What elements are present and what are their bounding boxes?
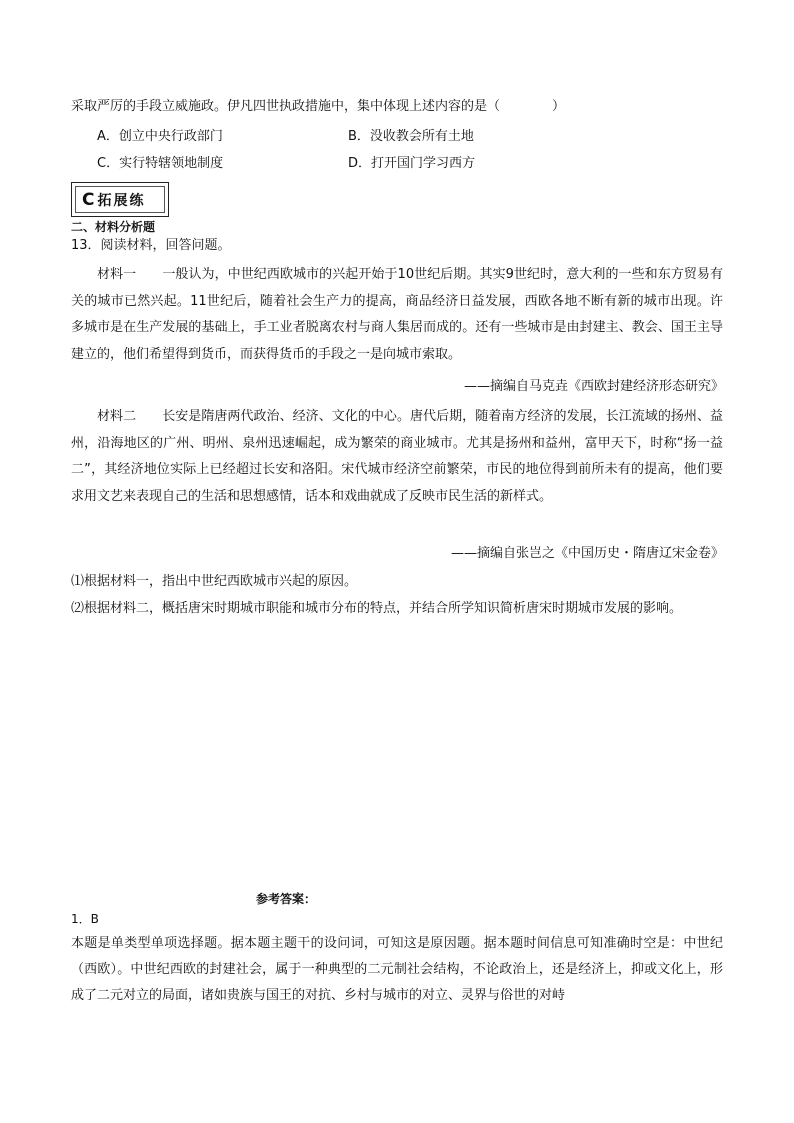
option-letter: B．	[348, 129, 370, 144]
answer-explanation: 本题是单类型单项选择题。据本题主题干的设问词，可知这是原因题。据本题时间信息可知准确时空是：中世纪（西欧）。中世纪西欧的封建社会，属于一种典型的二元制社会结构，不论政治上，还是经济上，抑或文化上，形成了二元对立的局面，诸如贵族与国王的对抗、乡村与城市的对立、灵界与俗世的对峙	[71, 936, 723, 1003]
material-one-source: ——摘编自马克垚《西欧封建经济形态研究》	[463, 379, 724, 394]
material-two-paragraph: 材料二 长安是隋唐两代政治、经济、文化的中心。唐代后期，随着南方经济的发展，长江流域的扬州、益州，沿海地区的广州、明州、泉州迅速崛起，成为繁荣的商业城市。尤其是扬州和益州，富甲天下，时称“扬一益二”，其经济地位实际上已经超过长安和洛阳。宋代城市经济空前繁荣，市民的地位得到前所未有的提高，他们要求用文艺来表现自己的生活和思想感情，话本和戏曲就成了反映市民生活的新样式。	[71, 409, 723, 504]
option-letter: D．	[348, 156, 372, 171]
answer-number: 1．B	[71, 912, 99, 926]
section-heading: 二、材料分析题	[71, 220, 156, 234]
option-text: 没收教会所有土地	[369, 129, 474, 144]
sub-question-1: ⑴根据材料一，指出中世纪西欧城市兴起的原因。	[71, 574, 358, 589]
option-text: 实行特辖领地制度	[119, 156, 224, 171]
option-text: 创立中央行政部门	[118, 129, 223, 144]
option-letter: C．	[97, 156, 120, 171]
option-letter: A．	[97, 129, 119, 144]
option-b[interactable]	[348, 127, 474, 147]
option-d[interactable]	[348, 154, 475, 174]
section-tag-letter: C	[82, 189, 95, 210]
section-tag-box	[71, 182, 169, 217]
question-stem: 13．阅读材料，回答问题。	[71, 238, 231, 253]
section-tag-inner	[75, 186, 165, 213]
option-text: 打开国门学习西方	[371, 156, 476, 171]
section-tag-text: 拓展练	[97, 192, 146, 209]
answer-title: 参考答案：	[256, 892, 317, 906]
sub-question-2: ⑵根据材料二，概括唐宋时期城市职能和城市分布的特点，并结合所学知识简析唐宋时期城市发展的影响。	[71, 601, 683, 616]
material-one-paragraph: 材料一 一般认为，中世纪西欧城市的兴起开始于10世纪后期。其实9世纪时，意大利的一些和东方贸易有关的城市已然兴起。11世纪后，随着社会生产力的提高，商品经济日益发展，西欧各地不断有新的城市出现。许多城市是在生产发展的基础上，手工业者脱离农村与商人集居而成的。还有一些城市是由封建主、教会、国王主导建立的，他们希望得到货币，而获得货币的手段之一是向城市索取。	[71, 267, 723, 362]
question-intro-line: 采取严厉的手段立威施政。伊凡四世执政措施中，集中体现上述内容的是（ ）	[71, 99, 566, 114]
option-a[interactable]	[97, 127, 223, 147]
material-two-source: ——摘编自张岂之《中国历史・隋唐辽宋金卷》	[450, 546, 724, 561]
option-c[interactable]	[97, 154, 223, 174]
